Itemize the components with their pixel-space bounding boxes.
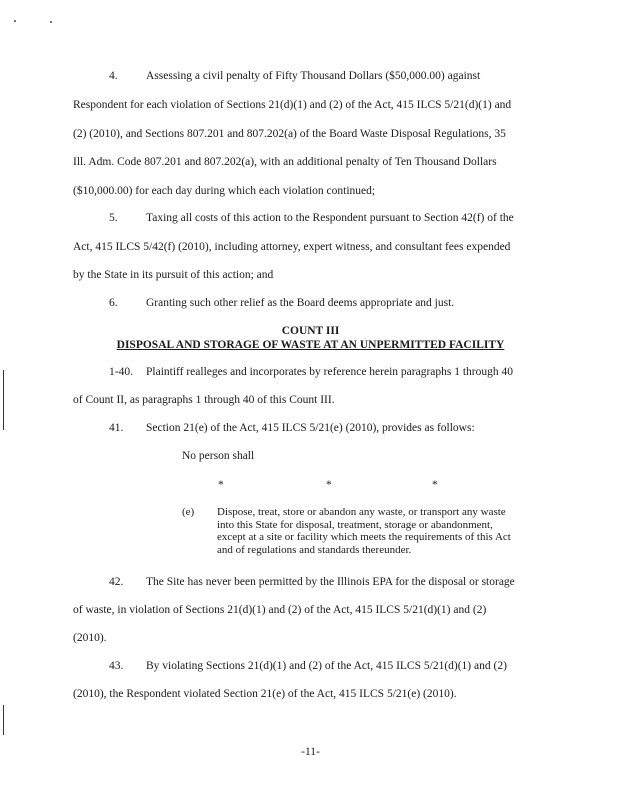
para4-line-4: Ill. Adm. Code 807.201 and 807.202(a), with an additional penalty of Ten Thousand Dollars: [73, 156, 497, 168]
quote-line-2: into this State for disposal, treatment, storage or abandonment,: [217, 518, 493, 531]
para4-line-1: Assessing a civil penalty of Fifty Thousand Dollars ($50,000.00) against: [146, 70, 481, 82]
count-title: COUNT III: [281, 325, 340, 337]
para4-line-2: Respondent for each violation of Sections 21(d)(1) and (2) of the Act, 415 ILCS 5/21(d)(1) and: [73, 99, 512, 111]
para6-text: Granting such other relief as the Board deems appropriate and just.: [146, 297, 455, 309]
count-subtitle: DISPOSAL AND STORAGE OF WASTE AT AN UNPERMITTED FACILITY: [116, 339, 505, 351]
para6-number: 6.: [109, 297, 118, 309]
para41-text: Section 21(e) of the Act, 415 ILCS 5/21(e) (2010), provides as follows:: [146, 422, 475, 434]
para5-line-2: Act, 415 ILCS 5/42(f) (2010), including attorney, expert witness, and consultant fees expended: [73, 241, 511, 253]
para1-40-line-1: Plaintiff realleges and incorporates by reference herein paragraphs 1 through 40: [146, 366, 514, 378]
para43-line-1: By violating Sections 21(d)(1) and (2) of the Act, 415 ILCS 5/21(d)(1) and (2): [146, 660, 507, 672]
para5-number: 5.: [109, 212, 118, 224]
asterisk: *: [432, 479, 438, 491]
para43-number: 43.: [109, 660, 124, 672]
para1-40-line-2: of Count II, as paragraphs 1 through 40 of this Count III.: [73, 394, 335, 406]
para4-number: 4.: [109, 70, 118, 82]
para5-line-3: by the State in its pursuit of this action; and: [73, 269, 274, 281]
para42-line-3: (2010).: [73, 632, 107, 644]
quote-line-3: except at a site or facility which meets the requirements of this Act: [217, 531, 511, 543]
quote-line-4: and of regulations and standards thereunder.: [217, 543, 412, 556]
para42-number: 42.: [109, 576, 124, 588]
para41-number: 41.: [109, 422, 124, 434]
asterisk: *: [326, 479, 332, 491]
para41-intro: No person shall: [182, 450, 255, 462]
para1-40-number: 1-40.: [109, 366, 133, 378]
scan-speck: [14, 20, 16, 22]
margin-mark: [3, 370, 4, 430]
para4-line-3: (2) (2010), and Sections 807.201 and 807.202(a) of the Board Waste Disposal Regulations, 35: [73, 128, 506, 140]
quote-line-1: Dispose, treat, store or abandon any waste, or transport any waste: [217, 506, 506, 518]
para43-line-2: (2010), the Respondent violated Section 21(e) of the Act, 415 ILCS 5/21(e) (2010).: [73, 688, 457, 700]
para5-line-1: Taxing all costs of this action to the Respondent pursuant to Section 42(f) of the: [146, 212, 514, 224]
scan-speck: [50, 21, 52, 23]
page-number: -11-: [301, 746, 320, 758]
para4-line-5: ($10,000.00) for each day during which each violation continued;: [73, 185, 376, 197]
para42-line-1: The Site has never been permitted by the Illinois EPA for the disposal or storage: [146, 576, 515, 588]
quote-label: (e): [182, 506, 195, 518]
margin-mark: [3, 705, 4, 735]
asterisk: *: [218, 479, 224, 491]
para42-line-2: of waste, in violation of Sections 21(d)(1) and (2) of the Act, 415 ILCS 5/21(d)(1) and (2): [73, 604, 487, 616]
